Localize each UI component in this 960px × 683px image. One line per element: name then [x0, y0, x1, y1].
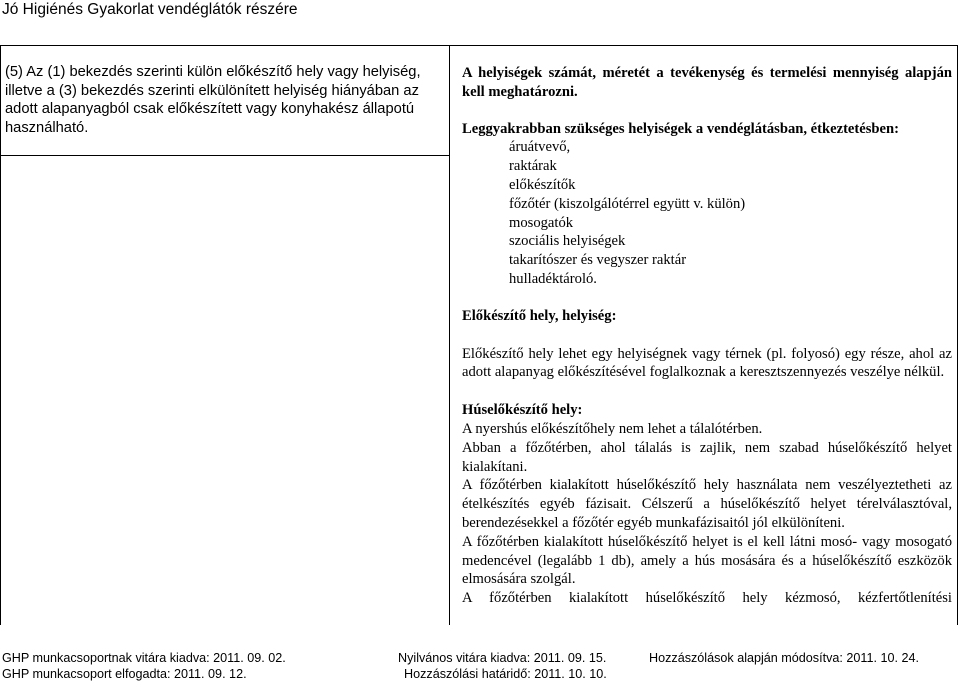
page-footer [2, 651, 958, 683]
meat-paragraph: Abban a főzőtérben, ahol tálalás is zajlik, nem szabad húselőkészítő helyet kialakítani. [462, 439, 952, 475]
prep-text: Előkészítő hely lehet egy helyiségnek vagy térnek (pl. folyosó) egy része, ahol az adott alapanyag előkészítésével foglalkoznak a keresztszennyezés veszélye nélkül. [462, 345, 952, 381]
list-item: előkészítők [509, 176, 576, 193]
list-item: mosogatók [509, 214, 574, 231]
list-item: főzőtér (kiszolgálótérrel együtt v. külön) [509, 195, 746, 212]
meat-paragraph: A főzőtérben kialakított húselőkészítő hely kézmosó, kézfertőtlenítési [462, 590, 952, 607]
page-header-title: Jó Higiénés Gyakorlat vendéglátók részére [2, 1, 298, 18]
list-item: áruátvevő, [509, 139, 571, 156]
meat-paragraph: A főzőtérben kialakított húselőkészítő hely használata nem veszélyeztetheti az ételkészítés egyéb fázisait. Célszerű a húselőkészítő helyet térelválasztóval, berendezésekkel a főzőtér egyéb munkafázisaitól jól elkülöníteni. [462, 477, 952, 531]
intro-paragraph: A helyiségek számát, méretét a tevékenység és termelési mennyiség alapján kell meghatározni. [462, 65, 952, 100]
rooms-list [462, 138, 952, 288]
footer-public-date: Nyilvános vitára kiadva: 2011. 09. 15. [398, 651, 607, 665]
list-item: raktárak [509, 158, 557, 175]
footer-workgroup-date: GHP munkacsoportnak vitára kiadva: 2011. 09. 02. [2, 651, 286, 665]
prep-heading: Előkészítő hely, helyiség: [462, 307, 617, 324]
meat-paragraph: A nyershús előkészítőhely nem lehet a tálalótérben. [462, 420, 763, 437]
footer-deadline-date: Hozzászólási határidő: 2011. 10. 10. [404, 667, 607, 681]
footer-modified-date: Hozzászólások alapján módosítva: 2011. 10. 24. [649, 651, 919, 665]
list-item: takarítószer és vegyszer raktár [509, 252, 687, 269]
left-cell-border [0, 155, 450, 156]
right-column [462, 64, 952, 608]
left-column [5, 63, 435, 137]
column-divider [449, 45, 450, 625]
meat-paragraph: A főzőtérben kialakított húselőkészítő helyet is el kell látni mosó- vagy mosogató medencével (legalább 1 db), amely a hús mosására és a húselőkészítő eszközök elmosására szolgál. [462, 533, 952, 588]
list-item: szociális helyiségek [509, 233, 626, 250]
regulation-paragraph: (5) Az (1) bekezdés szerinti külön előkészítő hely vagy helyiség, illetve a (3) bekezdés szerinti elkülönített helyiség hiányában az adott alapanyagból csak előkészített vagy konyhakész állapotú használható. [5, 64, 421, 136]
rooms-list-heading: Leggyakrabban szükséges helyiségek a vendéglátásban, étkeztetésben: [462, 120, 900, 137]
footer-accepted-date: GHP munkacsoport elfogadta: 2011. 09. 12. [2, 667, 247, 681]
list-item: hulladéktároló. [509, 270, 597, 287]
meat-heading: Húselőkészítő hely: [462, 402, 583, 419]
